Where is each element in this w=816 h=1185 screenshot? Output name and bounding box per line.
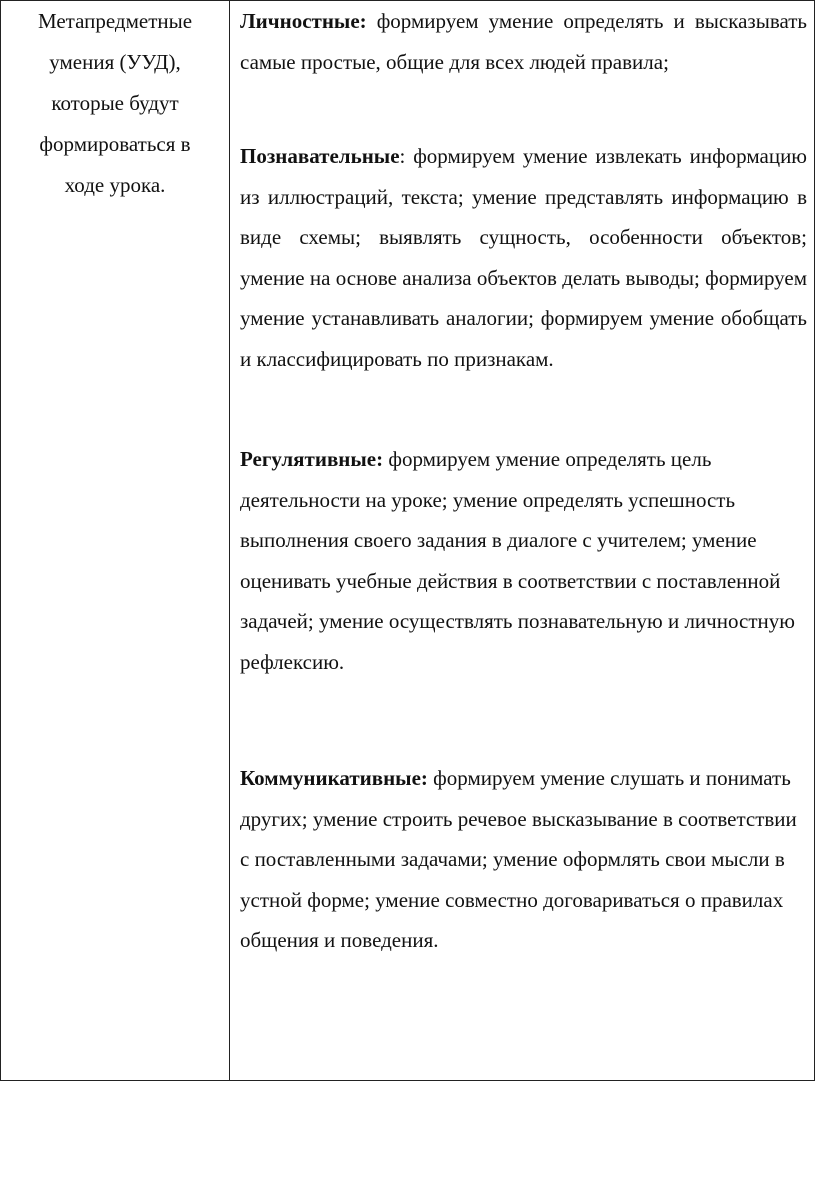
personal-label: Личностные: [240,9,367,33]
regulatory-paragraph [240,439,807,682]
cognitive-label: Познавательные [240,144,400,168]
left-cell-line: Метапредметные [37,9,193,33]
left-cell-line: формироваться в [39,132,191,156]
column-divider [229,1,230,1080]
left-cell-line: ходе урока. [64,173,166,197]
personal-text: формируем умение определять и высказывать самые простые, общие для всех людей правила; [240,9,807,74]
personal-paragraph [240,1,807,82]
left-cell-line: умения (УУД), [49,50,181,74]
left-cell-line: которые будут [51,91,179,115]
regulatory-label: Регулятивные: [240,447,384,471]
communicative-label: Коммуникативные: [240,766,428,790]
cognitive-paragraph [240,136,807,379]
communicative-text: формируем умение слушать и понимать других; умение строить речевое высказывание в соответствии с поставленными задачами; умение оформлять свои мысли в устной форме; умение совместно договариваться о правилах общения и поведения. [240,766,797,952]
communicative-paragraph [240,758,807,961]
regulatory-text: формируем умение определять цель деятельности на уроке; умение определять успешность выполнения своего задания в диалоге с учителем; умение оценивать учебные действия в соответствии с поставленной задачей; умение осуществлять познавательную и личностную рефлексию. [240,447,795,674]
left-cell [7,1,223,206]
cognitive-text: : формируем умение извлекать информацию из иллюстраций, текста; умение представлять информацию в виде схемы; выявлять сущность, особенности объектов; умение на основе анализа объектов делать выводы; формируем умение устанавливать аналогии; формируем умение обобщать и классифицировать по признакам. [240,144,807,371]
